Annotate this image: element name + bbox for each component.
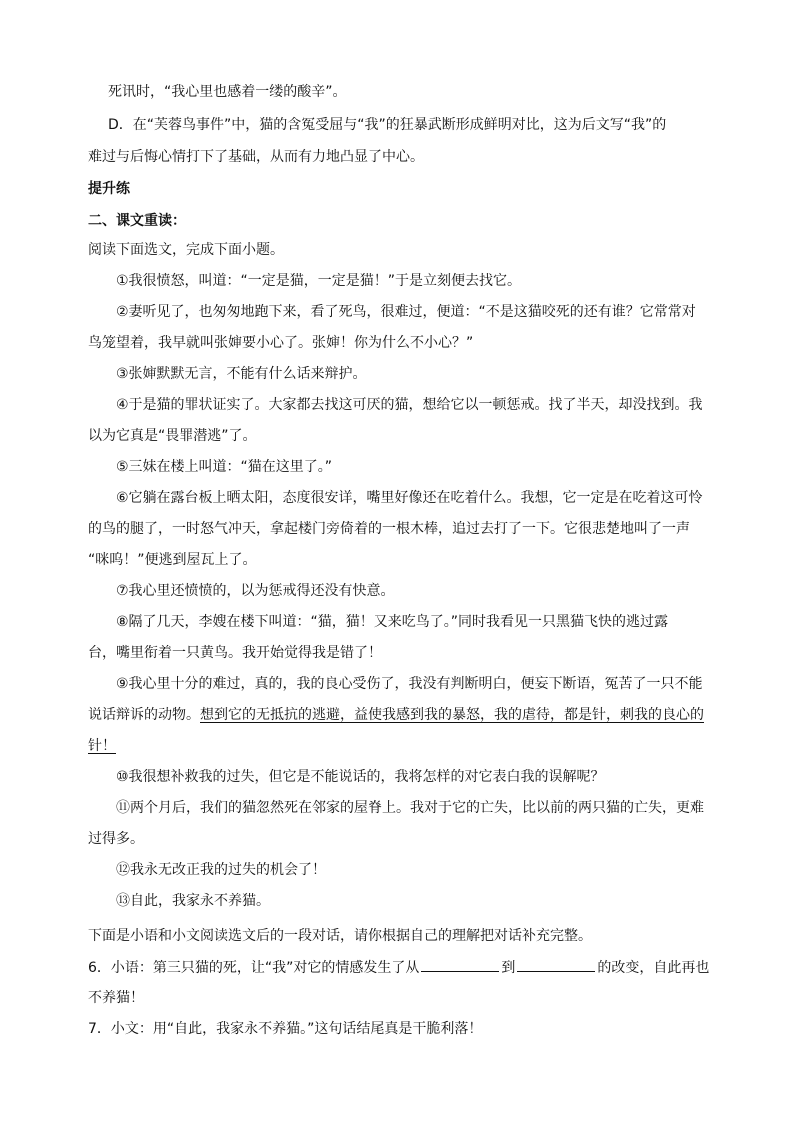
paragraph-4: ④于是猫的罪状证实了。大家都去找这可厌的猫，想给它以一顿惩戒。找了半天，却没找到。我 — [116, 397, 703, 413]
paragraph-11: ⑪两个月后，我们的猫忽然死在邻家的屋脊上。我对于它的亡失，比以前的两只猫的亡失，更难 — [116, 800, 704, 816]
dialogue-instruction: 下面是小语和小文阅读选文后的一段对话，请你根据自己的理解把对话补充完整。 — [88, 928, 592, 944]
text-line: 难过与后悔心情打下了基础，从而有力地凸显了中心。 — [88, 149, 424, 165]
paragraph-2-cont: 鸟笼望着，我早就叫张婶要小心了。张婶！你为什么不小心？” — [88, 335, 474, 351]
paragraph-11-cont: 过得多。 — [88, 831, 144, 847]
paragraph-3: ③张婶默默无言，不能有什么话来辩护。 — [116, 366, 367, 382]
plain-text: 说话辩诉的动物。 — [88, 707, 200, 723]
question-6-text: 到 — [501, 960, 516, 976]
question-6-cont: 不养猫！ — [88, 990, 144, 1006]
paragraph-6: ⑥它躺在露台板上晒太阳，态度很安详，嘴里好像还在吃着什么。我想，它一定是在吃着这可怜 — [116, 490, 703, 506]
option-d-line: D．在“芙蓉鸟事件”中，猫的含冤受屈与“我”的狂暴武断形成鲜明对比，这为后文写“我”的 — [108, 117, 667, 133]
section-heading-kewen: 二、课文重读： — [88, 213, 186, 229]
paragraph-12: ⑫我永无改正我的过失的机会了！ — [116, 862, 326, 878]
paragraph-5: ⑤三妹在楼上叫道：“猫在这里了。” — [116, 459, 333, 475]
paragraph-9-cont — [88, 705, 704, 725]
paragraph-4-cont: 以为它真是“畏罪潜逃”了。 — [88, 428, 257, 444]
section-heading-tisheng: 提升练 — [88, 181, 130, 197]
paragraph-9: ⑨我心里十分的难过，真的，我的良心受伤了，我没有判断明白，便妄下断语，冤苦了一只不能 — [116, 676, 703, 692]
paragraph-8-cont: 台，嘴里衔着一只黄鸟。我开始觉得我是错了！ — [88, 645, 382, 661]
question-7: 7．小文：用“自此，我家永不养猫。”这句话结尾真是干脆利落！ — [88, 1021, 483, 1037]
question-6-text: 6．小语：第三只猫的死，让“我”对它的情感发生了从 — [88, 960, 420, 976]
text-line: 死讯时，“我心里也感着一缕的酸辛”。 — [108, 84, 347, 100]
paragraph-2: ②妻听见了，也匆匆地跑下来，看了死鸟，很难过，便道：“不是这猫咬死的还有谁？它常常对 — [116, 304, 696, 320]
paragraph-10: ⑩我很想补救我的过失，但它是不能说话的，我将怎样的对它表白我的误解呢？ — [116, 769, 605, 785]
paragraph-8: ⑧隔了几天，李嫂在楼下叫道：“猫，猫！又来吃鸟了。”同时我看见一只黑猫飞快的逃过露 — [116, 614, 669, 630]
underlined-sentence: 想到它的无抵抗的逃避，益使我感到我的暴怒，我的虐待，都是针，刺我的良心的 — [200, 707, 704, 723]
paragraph-1: ①我很愤怒，叫道：“一定是猫，一定是猫！”于是立刻便去找它。 — [116, 273, 522, 289]
paragraph-7: ⑦我心里还愤愤的，以为惩戒得还没有快意。 — [116, 583, 395, 599]
question-6 — [88, 957, 709, 978]
paragraph-6-cont: “咪呜！”便逃到屋瓦上了。 — [88, 552, 257, 568]
underlined-sentence-end: 针！ — [88, 738, 116, 754]
answer-blank-1[interactable] — [421, 957, 499, 972]
paragraph-6-cont: 的鸟的腿了，一时怒气冲天，拿起楼门旁倚着的一根木棒，追过去打了一下。它很悲楚地叫了一声 — [88, 521, 690, 537]
answer-blank-2[interactable] — [517, 957, 595, 972]
paragraph-13: ⑬自此，我家永不养猫。 — [116, 893, 270, 909]
question-6-text: 的改变，自此再也 — [597, 960, 710, 976]
instruction-line: 阅读下面选文，完成下面小题。 — [88, 242, 284, 258]
